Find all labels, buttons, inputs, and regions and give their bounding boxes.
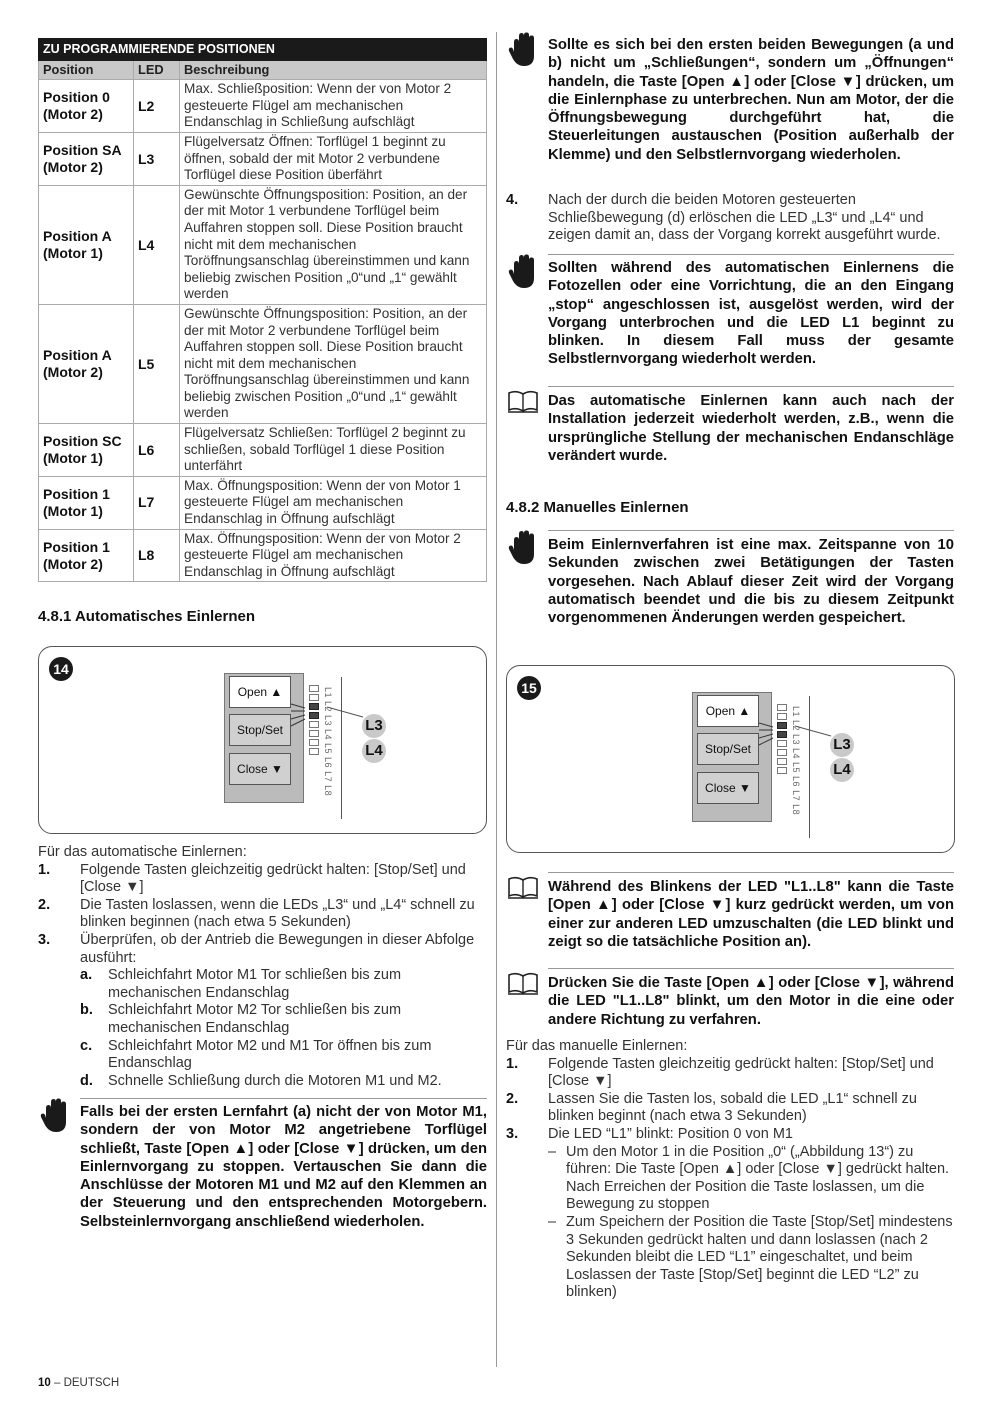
row-description: Flügelversatz Schließen: Torflügel 2 beginnt zu schließen, sobald Torflügel 1 diese Position unterfährt	[180, 424, 487, 477]
note-move-motor: Drücken Sie die Taste [Open ▲] oder [Close ▼], während die LED "L1..L8" blinkt, um den Motor in die eine oder andere Richtung zu verfahren.	[548, 975, 954, 1028]
row-led: L8	[134, 529, 180, 582]
book-icon	[507, 972, 539, 996]
table-row	[39, 476, 487, 529]
table-row	[39, 304, 487, 423]
substep-text: Schleichfahrt Motor M1 Tor schließen bis zum mechanischen Endanschlag	[108, 967, 402, 1001]
substep-letter: d.	[80, 1072, 93, 1089]
blink-rays	[39, 647, 488, 835]
hand-stop-icon	[40, 1098, 72, 1134]
substep-text: Schnelle Schließung durch die Motoren M1 und M2.	[108, 1072, 442, 1089]
callout-l3: L3	[830, 733, 854, 757]
dash-bullet: –	[548, 1213, 557, 1230]
list-item	[38, 1038, 488, 1073]
table-header-description: Beschreibung	[180, 60, 487, 80]
note-rule	[548, 872, 954, 873]
book-icon	[507, 390, 539, 414]
table-title: ZU PROGRAMMIERENDE POSITIONEN	[39, 39, 487, 61]
table-row	[39, 80, 487, 133]
step-number: 1.	[38, 861, 51, 878]
column-divider	[496, 32, 497, 1367]
page-number: 10	[38, 1377, 51, 1389]
step-number: 1.	[506, 1055, 519, 1072]
led-labels: L1 L2 L3 L4 L5 L6 L7 L8	[323, 687, 333, 797]
note-repeat: Das automatische Einlernen kann auch nach der Installation jederzeit wiederholt werden, z.B., wenn die ursprüngliche Stellung der mechanischen Endanschläge verändert wurde.	[548, 393, 954, 464]
step-number: 3.	[506, 1125, 519, 1142]
list-item	[506, 1091, 955, 1126]
row-position: Position 1 (Motor 2)	[39, 529, 134, 582]
blink-rays	[507, 666, 956, 854]
figure-number: 14	[49, 657, 73, 681]
step-text: Nach der durch die beiden Motoren gesteuerten Schließbewegung (d) erlöschen die LED „L3“ und „L4“ und zeigen damit an, dass der Vorgang korrekt ausgeführt wurde.	[548, 192, 941, 244]
callout-l4: L4	[830, 758, 854, 782]
row-description: Flügelversatz Öffnen: Torflügel 1 beginnt zu öffnen, sobald der mit Motor 2 verbundene Torflügel diese Position überfährt	[180, 132, 487, 185]
row-led: L2	[134, 80, 180, 133]
table-row	[39, 185, 487, 304]
substep-letter: c.	[80, 1037, 93, 1054]
dash-text: Zum Speichern der Position die Taste [Stop/Set] mindestens 3 Sekunden gedrückt halten und dann loslassen (nach 2 Sekunden bleibt die LED “L1” eingeschaltet, und beim Loslassen der Taste [Stop/Set] beginnt die LED “L2” zu blinken)	[566, 1213, 953, 1301]
substep-text: Schleichfahrt Motor M2 Tor schließen bis zum mechanischen Endanschlag	[108, 1002, 402, 1036]
callout-l3: L3	[362, 714, 386, 738]
note-rule	[548, 530, 954, 531]
manual-intro: Für das manuelle Einlernen:	[506, 1038, 688, 1054]
note-rule	[548, 386, 954, 387]
step-number: 2.	[38, 896, 51, 913]
step-number: 2.	[506, 1090, 519, 1107]
list-item	[38, 967, 488, 1002]
hand-stop-icon	[508, 254, 540, 290]
dash-bullet: –	[548, 1143, 557, 1160]
open-button: Open ▲	[229, 676, 291, 708]
note-warning-opening: Sollte es sich bei den ersten beiden Bewegungen (a und b) nicht um „Schließungen“, sondern um „Öffnungen“ handeln, die Taste [Open ▲] oder [Close ▼] drücken, um die Einlernphase zu unterbrechen. Nun am Motor, der die Öffnungsbewegung durchgeführt hat, die Steuerleitungen austauschen (Position außerhalb der Klemme) und den Selbstlernvorgang wiederholen.	[548, 37, 954, 163]
book-icon	[507, 876, 539, 900]
list-item	[506, 1144, 955, 1214]
positions-table	[38, 38, 487, 582]
note-timeout: Beim Einlernverfahren ist eine max. Zeitspanne von 10 Sekunden zwischen zwei Betätigungen der Tasten vorgesehen. Nach Ablauf dieser Zeit wird der Vorgang automatisch beendet und die bis zu diesem Zeitpunkt vorgenommenen Änderungen werden gespeichert.	[548, 537, 954, 627]
callout-l4: L4	[362, 739, 386, 763]
auto-steps	[38, 844, 488, 1090]
list-item	[38, 862, 488, 897]
page-footer	[38, 1377, 119, 1389]
row-description: Gewünschte Öffnungsposition: Position, an der der mit Motor 1 verbundene Torflügel beim Auffahren stoppen soll. Diese Position braucht nicht mit dem mechanischen Toröffnungsanschlag übereinstimmen und kann beliebig zwischen Position „0“und „1“ gewählt werden	[180, 185, 487, 304]
step-text: Überprüfen, ob der Antrieb die Bewegungen in dieser Abfolge ausführt:	[80, 931, 475, 966]
table-header-led: LED	[134, 60, 180, 80]
note-photocell: Sollten während des automatischen Einlernens die Fotozellen oder eine Vorrichtung, die an den Eingang „stop“ angeschlossen ist, ausgelöst werden, wird der Vorgang unterbrochen und die LED L1 beginnt zu blinken. In diesem Fall muss der gesamte Selbstlernvorgang wiederholt werden.	[548, 260, 954, 368]
row-led: L7	[134, 476, 180, 529]
list-item	[506, 1126, 955, 1144]
row-position: Position SA (Motor 2)	[39, 132, 134, 185]
auto-intro: Für das automatische Einlernen:	[38, 844, 247, 860]
list-item	[38, 897, 488, 932]
list-item	[38, 932, 488, 967]
section-heading-auto: 4.8.1 Automatisches Einlernen	[38, 608, 256, 626]
substep-text: Schleichfahrt Motor M2 und M1 Tor öffnen bis zum Endanschlag	[108, 1037, 432, 1072]
note-rule	[548, 254, 954, 255]
figure-number: 15	[517, 676, 541, 700]
left-column	[38, 32, 488, 625]
table-row	[39, 424, 487, 477]
row-led: L5	[134, 304, 180, 423]
step-text: Die LED “L1” blinkt: Position 0 von M1	[548, 1125, 793, 1142]
list-item	[506, 1056, 955, 1091]
table-row	[39, 132, 487, 185]
step-text: Folgende Tasten gleichzeitig gedrückt halten: [Stop/Set] und [Close ▼]	[80, 861, 466, 896]
step-text: Folgende Tasten gleichzeitig gedrückt halten: [Stop/Set] und [Close ▼]	[548, 1055, 934, 1090]
row-description: Max. Öffnungsposition: Wenn der von Motor 1 gesteuerte Flügel am mechanischen Endanschlag in Öffnung aufschlägt	[180, 476, 487, 529]
manual-steps	[506, 1038, 955, 1302]
hand-stop-icon	[508, 32, 540, 68]
row-led: L4	[134, 185, 180, 304]
footer-language: – DEUTSCH	[50, 1377, 120, 1389]
step-4	[506, 192, 955, 245]
hand-stop-icon	[508, 530, 540, 566]
led-labels: L1 L2 L3 L4 L5 L6 L7 L8	[791, 706, 801, 816]
row-position: Position A (Motor 1)	[39, 185, 134, 304]
row-position: Position 0 (Motor 2)	[39, 80, 134, 133]
row-position: Position A (Motor 2)	[39, 304, 134, 423]
open-button: Open ▲	[697, 695, 759, 727]
close-button: Close ▼	[697, 772, 759, 804]
row-position: Position SC (Motor 1)	[39, 424, 134, 477]
row-description: Gewünschte Öffnungsposition: Position, an der der mit Motor 2 verbundene Torflügel beim Auffahren stoppen soll. Diese Position braucht nicht mit dem mechanischen Toröffnungsanschlag übereinstimmen und kann beliebig zwischen Position „0“und „1“ gewählt werden	[180, 304, 487, 423]
table-header-position: Position	[39, 60, 134, 80]
row-led: L6	[134, 424, 180, 477]
note-rule	[80, 1098, 487, 1099]
step-text: Lassen Sie die Tasten los, sobald die LED „L1“ schnell zu blinken beginnt (nach etwa 3 Sekunden)	[548, 1090, 917, 1125]
row-led: L3	[134, 132, 180, 185]
stop-set-button: Stop/Set	[697, 733, 759, 765]
row-position: Position 1 (Motor 1)	[39, 476, 134, 529]
figure-14	[38, 646, 487, 834]
section-heading-manual: 4.8.2 Manuelles Einlernen	[506, 499, 689, 516]
close-button: Close ▼	[229, 753, 291, 785]
note-blink-switch: Während des Blinkens der LED "L1..L8" kann die Taste [Open ▲] oder [Close ▼] kurz gedrückt werden, um von einer zur anderen LED umzuschalten (die LED blinkt und zeigt so die tatsächliche Position an).	[548, 879, 954, 950]
note-rule	[548, 968, 954, 969]
note-warning-motor: Falls bei der ersten Lernfahrt (a) nicht der von Motor M1, sondern der von Motor M2 angetriebene Torflügel schließt, Taste [Open ▲] oder [Close ▼] drücken, um den Einlernvorgang zu stoppen. Vertauschen Sie dann die Anschlüsse der Motoren M1 und M2 auf den Klemmen an der Steuerung und den entsprechenden Motorgebern. Selbsteinlernvorgang anschließend wiederholen.	[80, 1104, 487, 1230]
row-description: Max. Öffnungsposition: Wenn der von Motor 2 gesteuerte Flügel am mechanischen Endanschlag in Öffnung aufschlägt	[180, 529, 487, 582]
list-item	[38, 1073, 488, 1091]
figure-15	[506, 665, 955, 853]
step-number: 4.	[506, 192, 519, 208]
list-item	[506, 1214, 955, 1302]
row-description: Max. Schließposition: Wenn der von Motor 2 gesteuerte Flügel am mechanischen Endanschlag in Schließung aufschlägt	[180, 80, 487, 133]
dash-text: Um den Motor 1 in die Position „0“ („Abbildung 13“) zu führen: Die Taste [Open ▲] oder [Close ▼] gedrückt halten. Nach Erreichen der Position die Taste loslassen, um die Bewegung zu stoppen	[566, 1143, 950, 1213]
step-number: 3.	[38, 931, 51, 948]
list-item	[38, 1002, 488, 1037]
substep-letter: a.	[80, 967, 93, 984]
substep-letter: b.	[80, 1002, 93, 1019]
step-text: Die Tasten loslassen, wenn die LEDs „L3“ und „L4“ schnell zu blinken beginnen (nach etwa 5 Sekunden)	[80, 896, 475, 931]
table-row	[39, 529, 487, 582]
stop-set-button: Stop/Set	[229, 714, 291, 746]
